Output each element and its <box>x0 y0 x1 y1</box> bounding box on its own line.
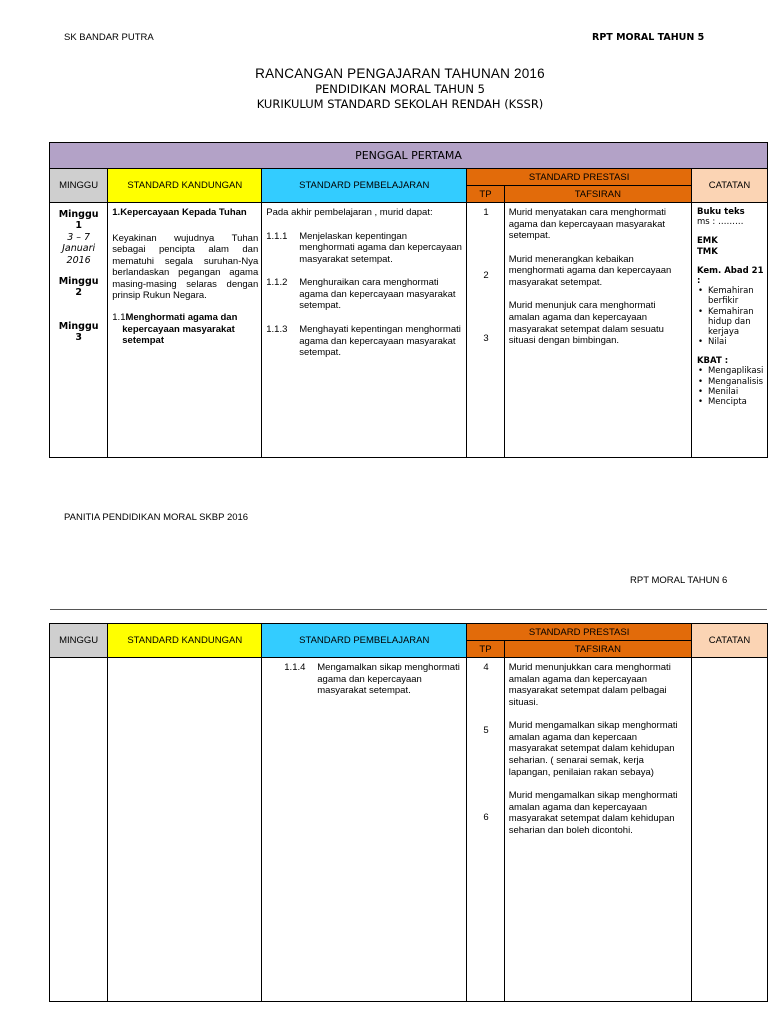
header-tafsiran: TAFSIRAN <box>504 186 691 203</box>
list-item: • Nilai <box>697 337 765 347</box>
standard-kandungan-cell <box>108 203 262 458</box>
sp-item-number: 1.1.1 <box>266 230 288 242</box>
header-catatan: CATATAN <box>691 169 767 203</box>
catatan-cell <box>691 203 767 458</box>
tp-value: 2 <box>483 270 489 281</box>
sp-item-number: 1.1.4 <box>284 662 306 673</box>
header-standard-kandungan: STANDARD KANDUNGAN <box>108 169 262 203</box>
sp-item-number: 1.1.2 <box>266 277 288 289</box>
document-code-page-2: RPT MORAL TAHUN 6 <box>630 575 728 586</box>
list-item: • Kemahiran berfikir <box>697 286 765 306</box>
header-tp: TP <box>467 186 504 203</box>
header-standard-prestasi: STANDARD PRESTASI <box>467 169 692 186</box>
week-1-date: 3 – 7 <box>67 231 91 243</box>
sp-item-number: 1.1.3 <box>266 324 288 336</box>
tafsiran-text: Murid menunjukkan cara menghormati amalan agama dan kepercayaan masyarakat setempat dalam pelbagai situasi. <box>508 662 671 708</box>
tafsiran-text: Murid mengamalkan sikap menghormati amalan agama dan kepercayaan masyarakat setempat dalam kehidupan seharian dan boleh dicontohi. <box>508 790 678 836</box>
catatan-cell-empty <box>692 658 768 1002</box>
tafsiran-text: Murid menerangkan kebaikan menghormati agama dan kepercayaan masyarakat setempat. <box>508 253 672 288</box>
header-minggu: MINGGU <box>50 169 108 203</box>
header-minggu: MINGGU <box>50 624 108 658</box>
sk-subtopic <box>112 312 258 347</box>
school-name: SK BANDAR PUTRA <box>64 32 154 43</box>
sp-item <box>266 324 463 359</box>
header-standard-kandungan: STANDARD KANDUNGAN <box>108 624 262 658</box>
week-1-month: Januari <box>62 243 96 255</box>
tp-value: 5 <box>483 725 489 736</box>
header-standard-prestasi: STANDARD PRESTASI <box>467 624 692 641</box>
list-item: • Mencipta <box>697 397 765 407</box>
sp-item-text: Menjelaskan kepentingan menghormati agama dan kepercayaan masyarakat setempat. <box>299 230 462 265</box>
tafsiran-text: Murid menunjuk cara menghormati amalan agama dan kepercayaan masyarakat setempat dalam sesuatu situasi dengan bimbingan. <box>508 300 664 347</box>
catatan-ms: ms : ……… <box>696 217 744 228</box>
tafsiran-text: Murid menyatakan cara menghormati agama dan kepercayaan masyarakat setempat. <box>508 207 667 242</box>
tafsiran-cell <box>504 658 691 1002</box>
week-2-number: 2 <box>75 287 82 299</box>
catatan-kbat: KBAT : <box>696 356 729 367</box>
week-3-number: 3 <box>75 332 82 344</box>
header-standard-pembelajaran: STANDARD PEMBELAJARAN <box>262 169 467 203</box>
tp-value: 1 <box>483 207 489 218</box>
catatan-abad-21: Kem. Abad 21 : <box>696 265 764 286</box>
term-header: PENGGAL PERTAMA <box>50 143 768 169</box>
week-3-label: Minggu <box>58 320 99 332</box>
standard-kandungan-cell-empty <box>108 658 262 1002</box>
tp-cell <box>467 658 504 1002</box>
catatan-tmk: TMK <box>696 246 718 257</box>
list-item: • Menganalisis <box>697 377 765 387</box>
standard-pembelajaran-cell <box>262 658 467 1002</box>
title-block <box>0 66 768 111</box>
catatan-buku-teks: Buku teks <box>696 207 745 217</box>
tafsiran-text: Murid mengamalkan sikap menghormati amalan agama dan kepercaan masyarakat setempat dalam kehidupan seharian. ( senarai semak, kerja lapangan, penilaian rakan sebaya) <box>508 720 678 778</box>
week-1-number: 1 <box>75 220 82 232</box>
header-tafsiran: TAFSIRAN <box>504 641 691 658</box>
week-1-year: 2016 <box>66 254 91 266</box>
list-item: • Mengaplikasi <box>697 366 765 376</box>
header-catatan: CATATAN <box>692 624 768 658</box>
sp-item-text: Mengamalkan sikap menghormati agama dan kepercayaan masyarakat setempat. <box>317 662 460 697</box>
minggu-cell <box>50 203 108 458</box>
minggu-cell-empty <box>50 658 108 1002</box>
sp-item <box>284 662 463 697</box>
curriculum-label: KURIKULUM STANDARD SEKOLAH RENDAH (KSSR) <box>256 97 544 111</box>
kbat-list <box>697 366 765 407</box>
sp-intro: Pada akhir pembelajaran , murid dapat: <box>266 207 433 218</box>
rpt-table-2 <box>49 623 768 1002</box>
standard-pembelajaran-cell <box>262 203 467 458</box>
catatan-emk: EMK <box>696 236 718 247</box>
sk-title: 1.Kepercayaan Kepada Tuhan <box>112 207 247 218</box>
document-code: RPT MORAL TAHUN 5 <box>592 32 705 43</box>
tp-value: 6 <box>483 812 489 823</box>
tp-value: 4 <box>483 662 489 673</box>
header-tp: TP <box>467 641 504 658</box>
document-title: RANCANGAN PENGAJARAN TAHUNAN 2016 <box>255 66 545 81</box>
sk-body: Keyakinan wujudnya Tuhan sebagai pencipta alam dan mematuhi segala suruhan-Nya berlandaskan pegangan agama masing-masing selaras dengan prinsip Rukun Negara. <box>112 232 259 302</box>
sp-item-text: Menghayati kepentingan menghormati agama dan kepercayaan masyarakat setempat. <box>299 324 461 359</box>
document-subtitle: PENDIDIKAN MORAL TAHUN 5 <box>315 82 485 96</box>
tp-value: 3 <box>483 333 489 344</box>
tp-cell <box>467 203 504 458</box>
sk-subtopic-text: Menghormati agama dan kepercayaan masyarakat setempat <box>122 312 238 347</box>
header-standard-pembelajaran: STANDARD PEMBELAJARAN <box>262 624 467 658</box>
page-divider <box>50 609 767 610</box>
tafsiran-cell <box>504 203 691 458</box>
week-2-label: Minggu <box>58 275 99 287</box>
list-item: • Kemahiran hidup dan kerjaya <box>697 307 765 338</box>
sp-item <box>266 231 463 266</box>
page-footer: PANITIA PENDIDIKAN MORAL SKBP 2016 <box>64 512 249 523</box>
week-1-label: Minggu <box>58 209 99 220</box>
abad-21-list <box>697 286 765 347</box>
rpt-table-1 <box>49 142 768 458</box>
sp-item <box>266 277 463 312</box>
sk-subtopic-number: 1.1 <box>112 312 126 324</box>
sp-item-text: Menghuraikan cara menghormati agama dan kepercayaan masyarakat setempat. <box>299 277 456 312</box>
list-item: • Menilai <box>697 387 765 397</box>
